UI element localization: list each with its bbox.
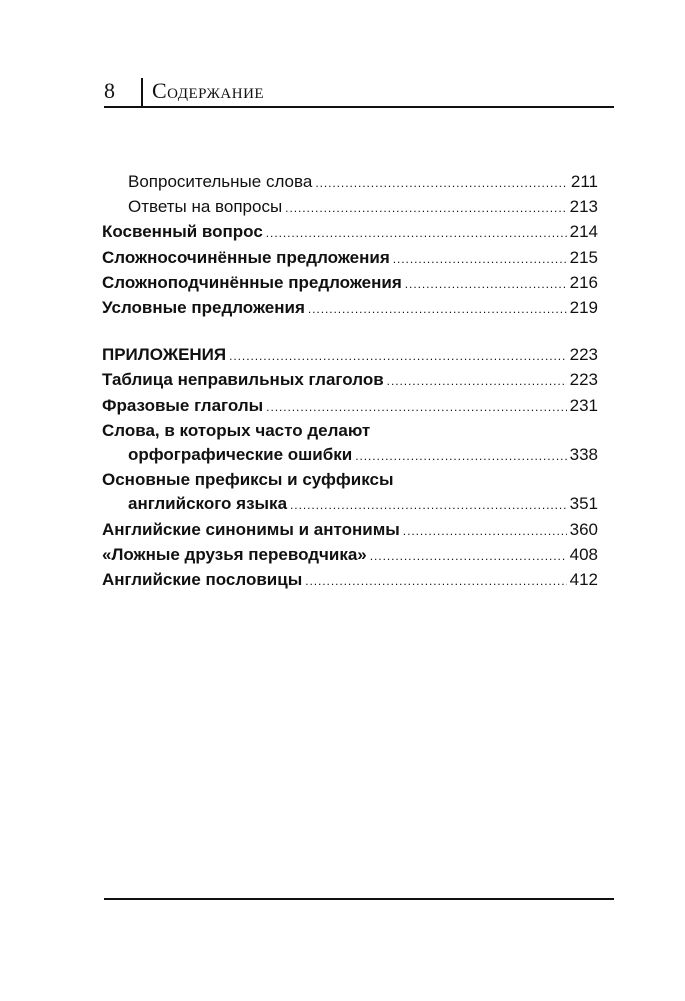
dot-leader [266,220,567,245]
toc-entry-page: 223 [569,370,598,390]
dot-leader [305,568,566,593]
toc-entry[interactable] [102,296,598,321]
toc-entry-page: 215 [569,247,598,267]
dot-leader [403,518,567,543]
toc-entry-title: Основные префиксы и суффиксы [102,470,394,490]
toc-entry-title-cont: орфографические ошибки [128,445,353,465]
toc-entry-title-cont: английского языка [128,494,288,514]
header-divider [141,78,143,108]
toc-entry[interactable] [102,543,598,568]
toc-entry-page: 408 [569,544,598,564]
toc-entry[interactable] [102,568,598,593]
toc-entry-page: 214 [569,222,598,242]
dot-leader [290,492,567,517]
dot-leader [229,343,567,368]
toc-entry[interactable] [102,271,598,296]
toc-entry[interactable] [102,343,598,368]
toc-entry-page: 412 [569,570,598,590]
toc-entry-title: Вопросительные слова [128,172,313,191]
footer-rule [104,898,614,900]
toc-entry-page: 231 [569,395,598,415]
toc-entry-page: 351 [569,494,598,514]
running-title: Содержание [152,78,265,103]
dot-leader [405,271,567,296]
toc-entry-title: Английские пословицы [102,570,303,590]
dot-leader [308,296,567,321]
dot-leader [393,246,567,271]
toc-entry[interactable] [102,220,598,245]
dot-leader [315,170,568,195]
toc-entry[interactable] [102,518,598,543]
toc-entry-title: Английские синонимы и антонимы [102,519,400,539]
toc-entry-page: 216 [569,272,598,292]
toc-entry-page: 211 [570,172,598,191]
toc-entry-page: 223 [569,345,598,365]
header-rule [104,106,614,108]
toc-entry-title: Сложноподчинённые предложения [102,272,402,292]
page-number: 8 [104,78,115,103]
toc-entry[interactable] [102,246,598,271]
table-of-contents [102,170,598,593]
dot-leader [370,543,567,568]
toc-entry[interactable] [102,170,598,195]
toc-entry-line2[interactable] [102,443,598,468]
toc-entry-page: 219 [569,298,598,318]
dot-leader [266,394,566,419]
toc-group-appendices [102,343,598,593]
toc-entry-page: 360 [569,519,598,539]
toc-entry-line1[interactable] [102,468,598,492]
running-header [104,76,614,110]
toc-entry[interactable] [102,195,598,220]
toc-entry-page: 338 [569,445,598,465]
toc-entry-title: Косвенный вопрос [102,222,263,242]
toc-entry-title: Слова, в которых часто делают [102,420,371,440]
toc-entry-title: Ответы на вопросы [128,197,283,217]
toc-entry-line2[interactable] [102,492,598,517]
toc-entry-title: Таблица неправильных глаголов [102,370,384,390]
toc-entry-title: Сложносочинённые предложения [102,247,390,267]
toc-entry[interactable] [102,368,598,393]
toc-entry[interactable] [102,394,598,419]
dot-leader [355,443,566,468]
dot-leader [387,368,567,393]
dot-leader [285,195,566,220]
toc-entry-title: «Ложные друзья переводчика» [102,544,367,564]
toc-entry-title: Условные предложения [102,298,305,318]
toc-entry-title: Фразовые глаголы [102,395,264,415]
toc-entry-line1[interactable] [102,419,598,443]
toc-entry-page: 213 [569,197,598,217]
toc-group-grammar [102,170,598,321]
toc-entry-title: ПРИЛОЖЕНИЯ [102,345,227,365]
